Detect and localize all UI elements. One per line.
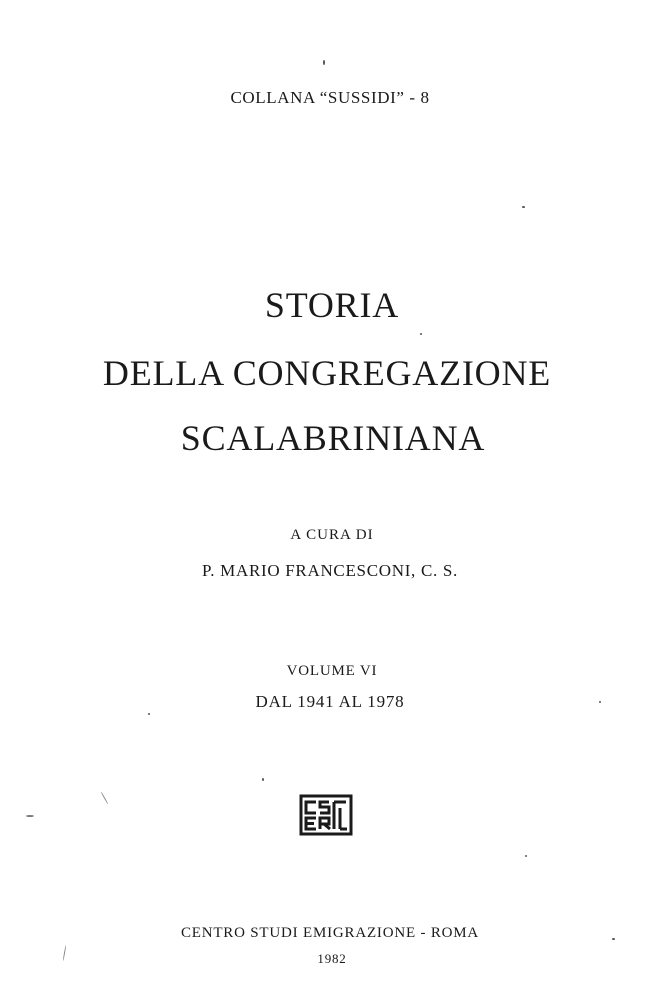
series-name: COLLANA “SUSSIDI” - 8 [230,88,430,107]
scan-speck [262,778,264,781]
publisher-logo-icon [299,794,353,836]
publication-year: 1982 [317,951,347,966]
curator-name: P. MARIO FRANCESCONI, C. S. [201,561,458,580]
scan-speck [612,938,615,940]
volume-number: VOLUME VI [286,663,378,679]
scan-speck [599,701,601,703]
scan-speck [101,792,109,805]
title-line-1: STORIA [264,285,400,325]
scan-speck [148,713,150,715]
title-line-3: SCALABRINIANA [180,418,486,458]
scan-speck [522,206,525,208]
volume-period: DAL 1941 AL 1978 [255,692,405,711]
scan-speck [323,60,325,65]
scan-speck [420,333,422,335]
scan-speck [26,815,34,817]
curator-label: A CURA DI [290,527,374,543]
publisher-name: CENTRO STUDI EMIGRAZIONE - ROMA [180,925,480,941]
title-line-2: DELLA CONGREGAZIONE [102,353,552,393]
scan-speck [525,855,527,857]
